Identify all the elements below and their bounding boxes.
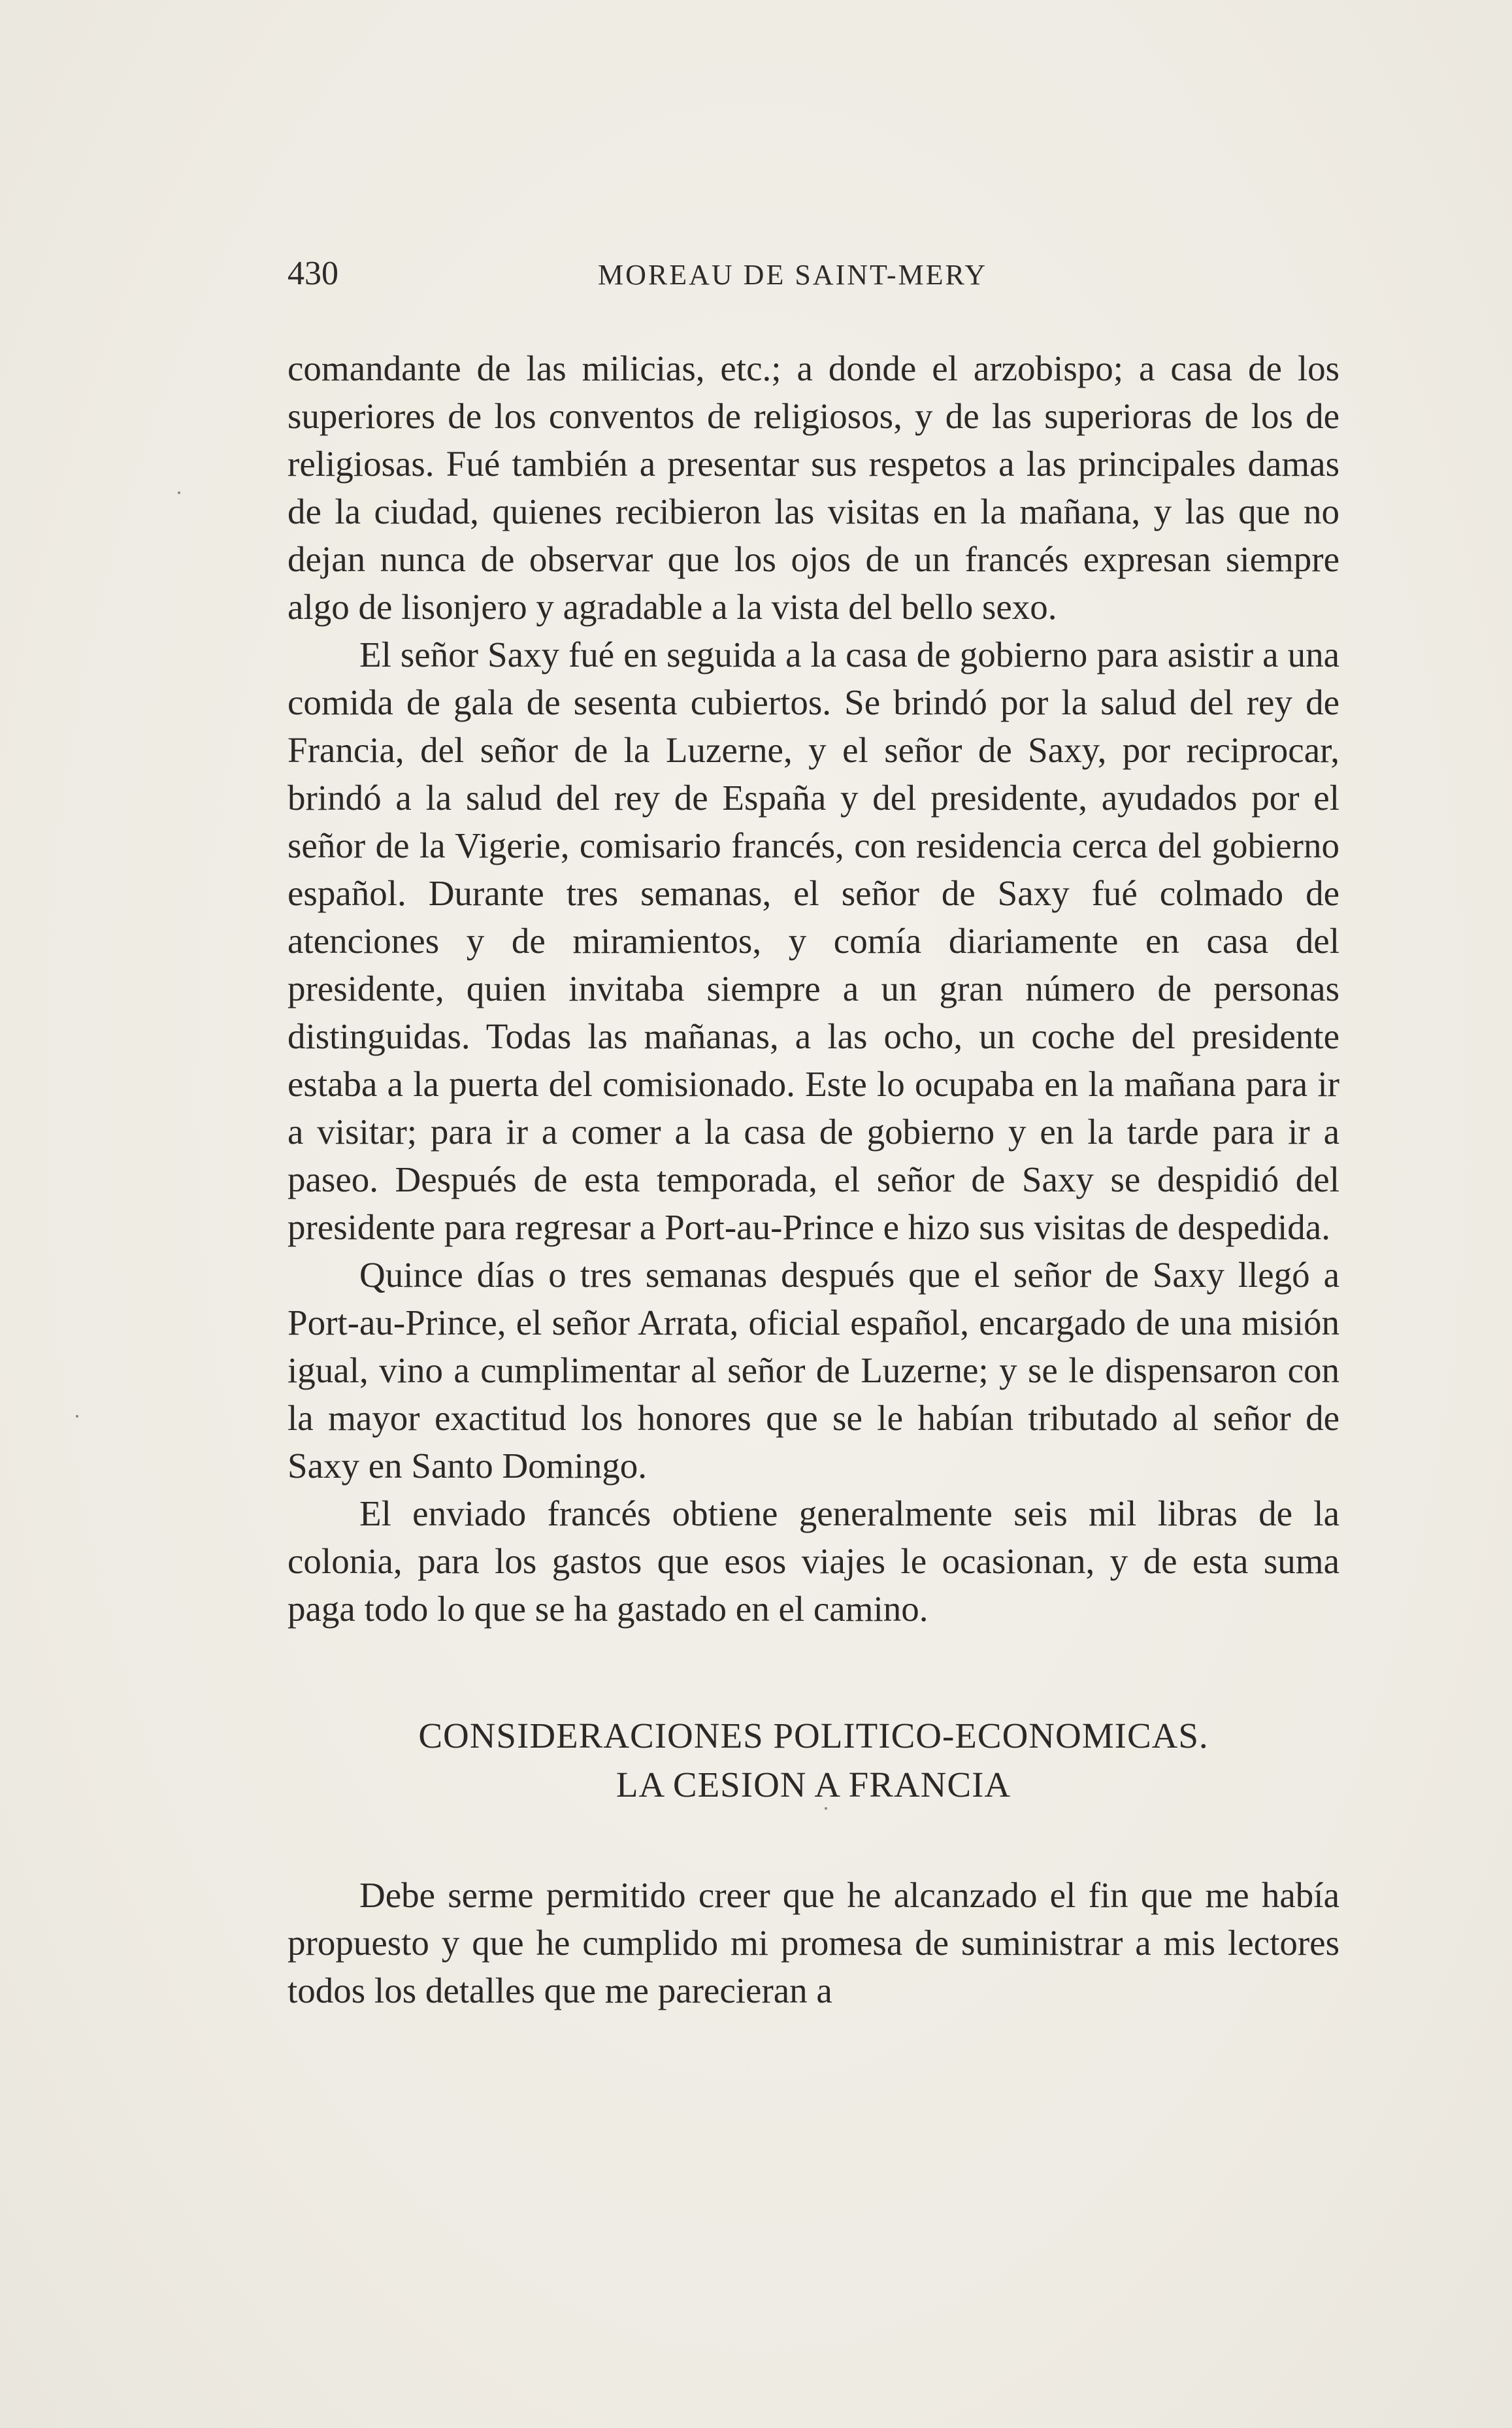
- paragraph-2: El señor Saxy fué en seguida a la casa de gobierno para asistir a una comida de gala de sesenta cubiertos. Se brindó por la salud del rey de Francia, del señor de la Luzerne, y el señor de Saxy, por reciprocar, brindó a la salud del rey de España y del presidente, ayudados por el señor de la Vigerie, comisario francés, con residencia cerca del gobierno español. Durante tres semanas, el señor de Saxy fué colmado de atenciones y de miramientos, y comía diariamente en casa del presidente, quien invitaba siempre a un gran número de personas distinguidas. Todas las mañanas, a las ocho, un coche del presidente estaba a la puerta del comisionado. Este lo ocupaba en la mañana para ir a visitar; para ir a comer a la casa de gobierno y en la tarde para ir a paseo. Después de esta temporada, el señor de Saxy se despidió del presidente para regresar a Port-au-Prince e hizo sus visitas de despedida.: [288, 635, 1339, 1247]
- paper-speck: [76, 1415, 78, 1418]
- paper-speck: [178, 491, 180, 494]
- page-header: [288, 251, 1339, 297]
- paper-speck: [825, 1807, 827, 1810]
- paragraph-1: comandante de las milicias, etc.; a donde el arzobispo; a casa de los superiores de los conventos de religiosos, y de las superioras de los de religiosas. Fué también a presentar sus respetos a las principales damas de la ciudad, quienes recibieron las visitas en la mañana, y las que no dejan nunca de observar que los ojos de un francés expresan siempre algo de lisonjero y agradable a la vista del bello sexo.: [288, 348, 1339, 627]
- section-heading-line-2: LA CESION A FRANCIA: [616, 1765, 1011, 1804]
- paragraph-4: El enviado francés obtiene generalmente seis mil libras de la colonia, para los gastos que esos viajes le ocasionan, y de esta suma paga todo lo que se ha gastado en el camino.: [288, 1493, 1339, 1629]
- paragraph-3: Quince días o tres semanas después que el señor de Saxy llegó a Port-au-Prince, el señor Arrata, oficial español, encargado de una misión igual, vino a cumplimentar al señor de Luzerne; y se le dispensaron con la mayor exactitud los honores que se le habían tributado al señor de Saxy en Santo Domingo.: [288, 1255, 1339, 1486]
- closing-paragraph: Debe serme permitido creer que he alcanzado el fin que me había propuesto y que he cumplido mi promesa de suministrar a mis lectores todos los detalles que me parecieran a: [288, 1875, 1339, 2010]
- section-heading-line-1: CONSIDERACIONES POLITICO-ECONOMICAS.: [418, 1716, 1209, 1755]
- running-title: MOREAU DE SAINT-MERY: [598, 259, 988, 291]
- section-heading: [288, 1711, 1339, 1809]
- page-number: 430: [288, 255, 338, 292]
- body-text: [288, 344, 1339, 2014]
